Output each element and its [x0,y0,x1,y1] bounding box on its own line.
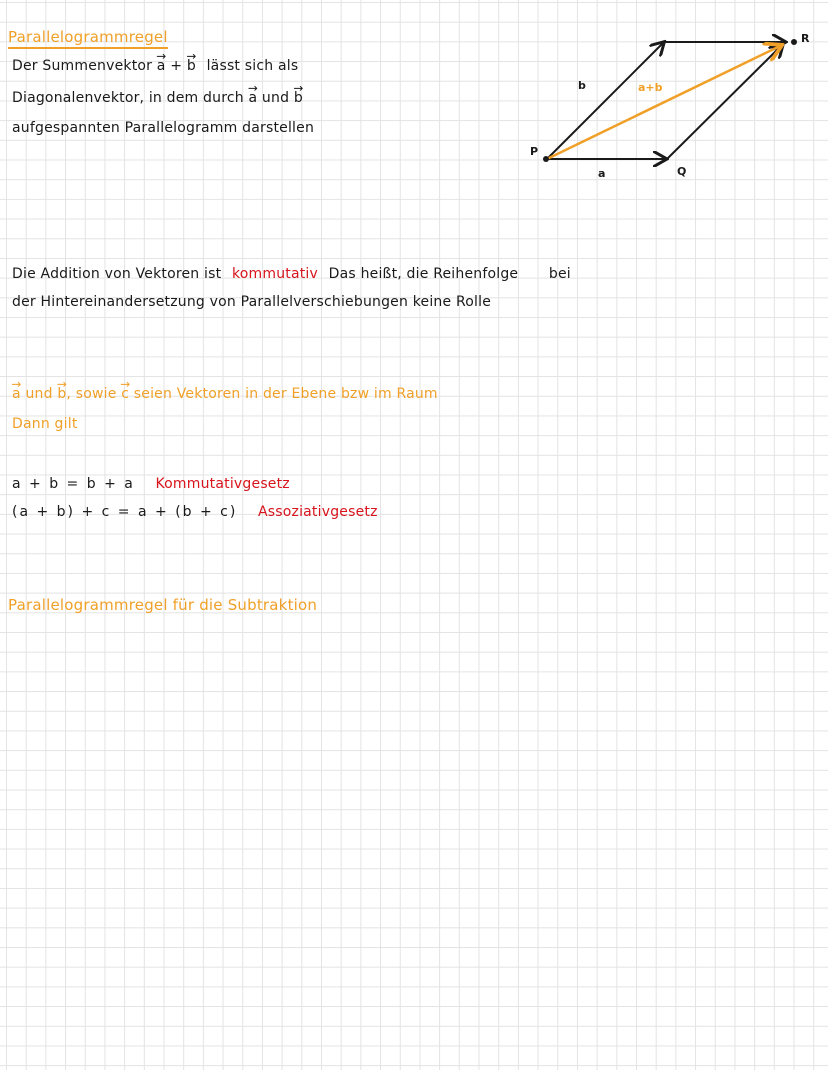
vector-b: → b [294,90,303,106]
vector-a: → a [12,386,21,402]
label-point-q: Q [677,165,687,178]
commutative-line-2: der Hintereinandersetzung von Parallelverschiebungen keine Rolle [12,294,492,310]
vectors-definition-line-2: Dann gilt [12,416,78,432]
parallelogram-diagram [520,25,820,200]
paragraph-line-3: aufgespannten Parallelogramm darstellen [12,120,315,136]
law-associative [12,504,378,520]
section-title-subtraction: Parallelogrammregel für die Subtraktion [8,596,318,614]
edge-vector-b [547,43,663,159]
section-title-parallelogrammregel: Parallelogrammregel [8,28,168,46]
vectors-definition-line-1: → a und → b, sowie → c seien Vektoren in der Ebene bzw im Raum [12,386,438,402]
law-name-commutative: Kommutativgesetz [155,476,290,492]
law-name-associative: Assoziativgesetz [257,504,378,520]
vector-c: → c [121,386,129,402]
law-commutative [12,476,290,492]
commutative-line-1: Die Addition von Vektoren ist kommutativ Das heißt, die Reihenfolge bei [12,266,571,282]
label-vector-a: a [598,167,606,180]
vector-a: → a [157,58,166,74]
vector-b: → b [57,386,66,402]
vector-b: → b [187,58,196,74]
diagonal-sum-vector [547,46,780,159]
paragraph-line-2: Diagonalenvektor, in dem durch → a und → b [12,90,303,106]
formula-associative: (a + b) + c = a + (b + c) [12,504,238,520]
point-r-dot [791,39,797,45]
vector-a: → a [248,90,257,106]
label-point-p: P [530,145,539,158]
label-vector-b: b [578,79,586,92]
paragraph-line-1: Der Summenvektor → a + → b lässt sich als [12,58,298,74]
edge-right [667,45,782,159]
formula-commutative: a + b = b + a [12,476,135,492]
point-p-dot [543,156,549,162]
label-vector-sum: a+b [638,81,663,94]
label-point-r: R [801,32,810,45]
highlight-kommutativ: kommutativ [231,266,319,282]
